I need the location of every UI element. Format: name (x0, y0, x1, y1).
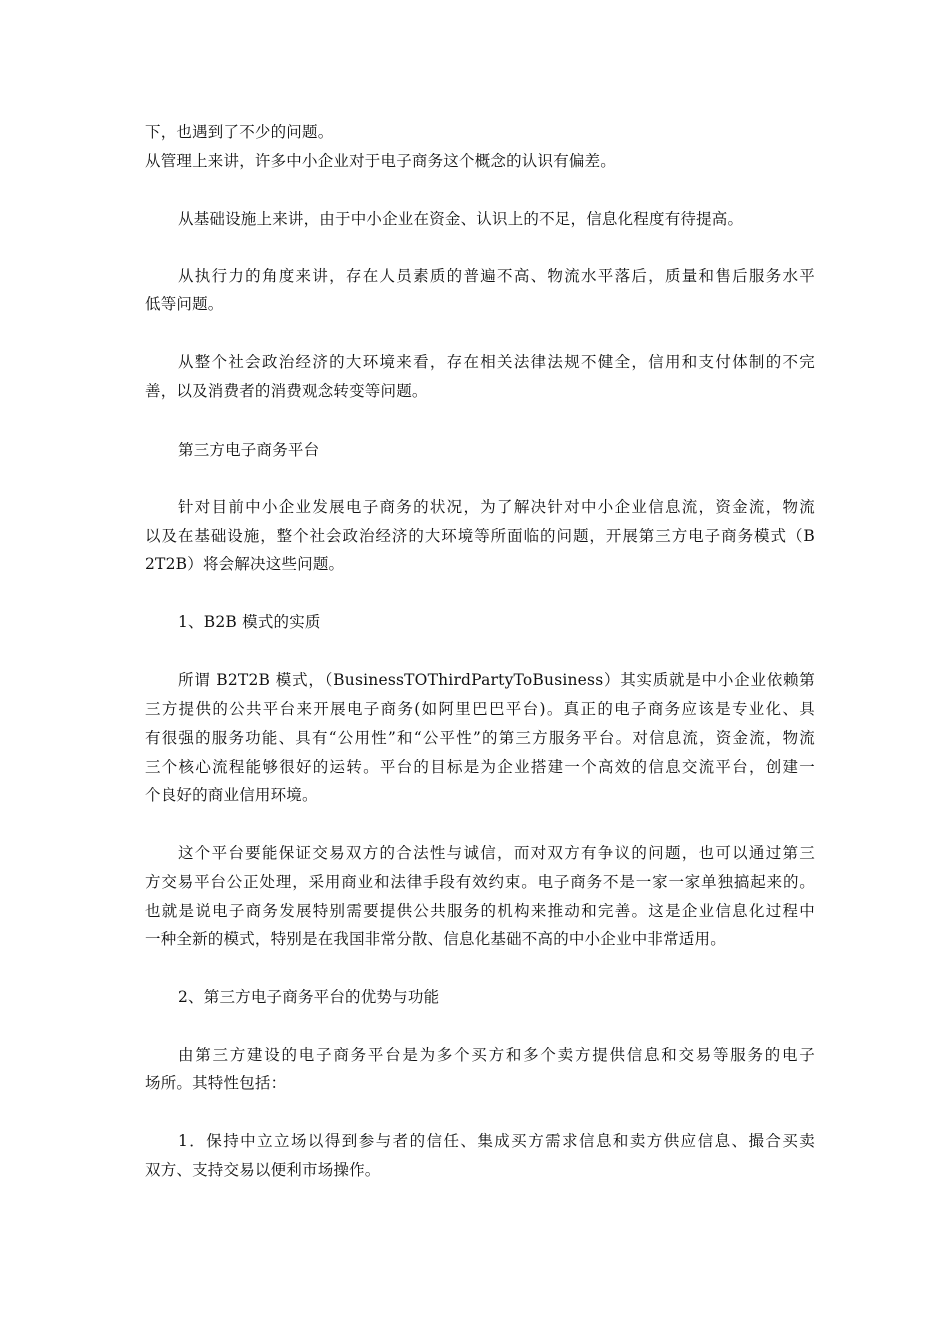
text-line: 由第三方建设的电子商务平台是为多个买方和多个卖方提供信息和交易等服务的电子 (178, 1046, 815, 1064)
text-line: 方交易平台公正处理，采用商业和法律手段有效约束。电子商务不是一家一家单独搞起来的。 (145, 873, 815, 891)
text-line: 2T2B）将会解决这些问题。 (145, 555, 345, 573)
text-line: 所谓 B2T2B 模式，（BusinessTOThirdPartyToBusiness）其实质就是中小企业依赖第 (178, 671, 815, 689)
text-line: 三方提供的公共平台来开展电子商务(如阿里巴巴平台)。真正的电子商务应该是专业化、具 (145, 700, 815, 718)
text-line: 下，也遇到了不少的问题。 (145, 123, 334, 141)
text-line: 个良好的商业信用环境。 (145, 786, 318, 804)
text-line: 针对目前中小企业发展电子商务的状况，为了解决针对中小企业信息流，资金流，物流 (178, 498, 815, 516)
text-line: 双方、支持交易以便利市场操作。 (145, 1161, 381, 1179)
text-line: 以及在基础设施，整个社会政治经济的大环境等所面临的问题，开展第三方电子商务模式（B (145, 527, 815, 545)
text-line: 三个核心流程能够很好的运转。平台的目标是为企业搭建一个高效的信息交流平台，创建一 (145, 758, 815, 776)
text-line: 善，以及消费者的消费观念转变等问题。 (145, 382, 428, 400)
text-line: 从基础设施上来讲，由于中小企业在资金、认识上的不足，信息化程度有待提高。 (178, 210, 744, 228)
text-line: 这个平台要能保证交易双方的合法性与诚信，而对双方有争议的问题，也可以通过第三 (178, 844, 815, 862)
section-heading: 第三方电子商务平台 (178, 441, 320, 459)
section-heading: 1、B2B 模式的实质 (178, 613, 321, 631)
section-heading: 2、第三方电子商务平台的优势与功能 (178, 988, 440, 1006)
text-line: 也就是说电子商务发展特别需要提供公共服务的机构来推动和完善。这是企业信息化过程中 (145, 902, 815, 920)
text-line: 场所。其特性包括： (145, 1074, 287, 1092)
text-line: 从管理上来讲，许多中小企业对于电子商务这个概念的认识有偏差。 (145, 152, 617, 170)
text-line: 1．保持中立立场以得到参与者的信任、集成买方需求信息和卖方供应信息、撮合买卖 (178, 1132, 815, 1150)
text-line: 从整个社会政治经济的大环境来看，存在相关法律法规不健全，信用和支付体制的不完 (178, 353, 815, 371)
text-line: 低等问题。 (145, 295, 224, 313)
text-line: 一种全新的模式，特别是在我国非常分散、信息化基础不高的中小企业中非常适用。 (145, 930, 726, 948)
text-line: 有很强的服务功能、具有“公用性”和“公平性”的第三方服务平台。对信息流，资金流，物流 (145, 729, 815, 747)
text-line: 从执行力的角度来讲，存在人员素质的普遍不高、物流水平落后，质量和售后服务水平 (178, 267, 815, 285)
